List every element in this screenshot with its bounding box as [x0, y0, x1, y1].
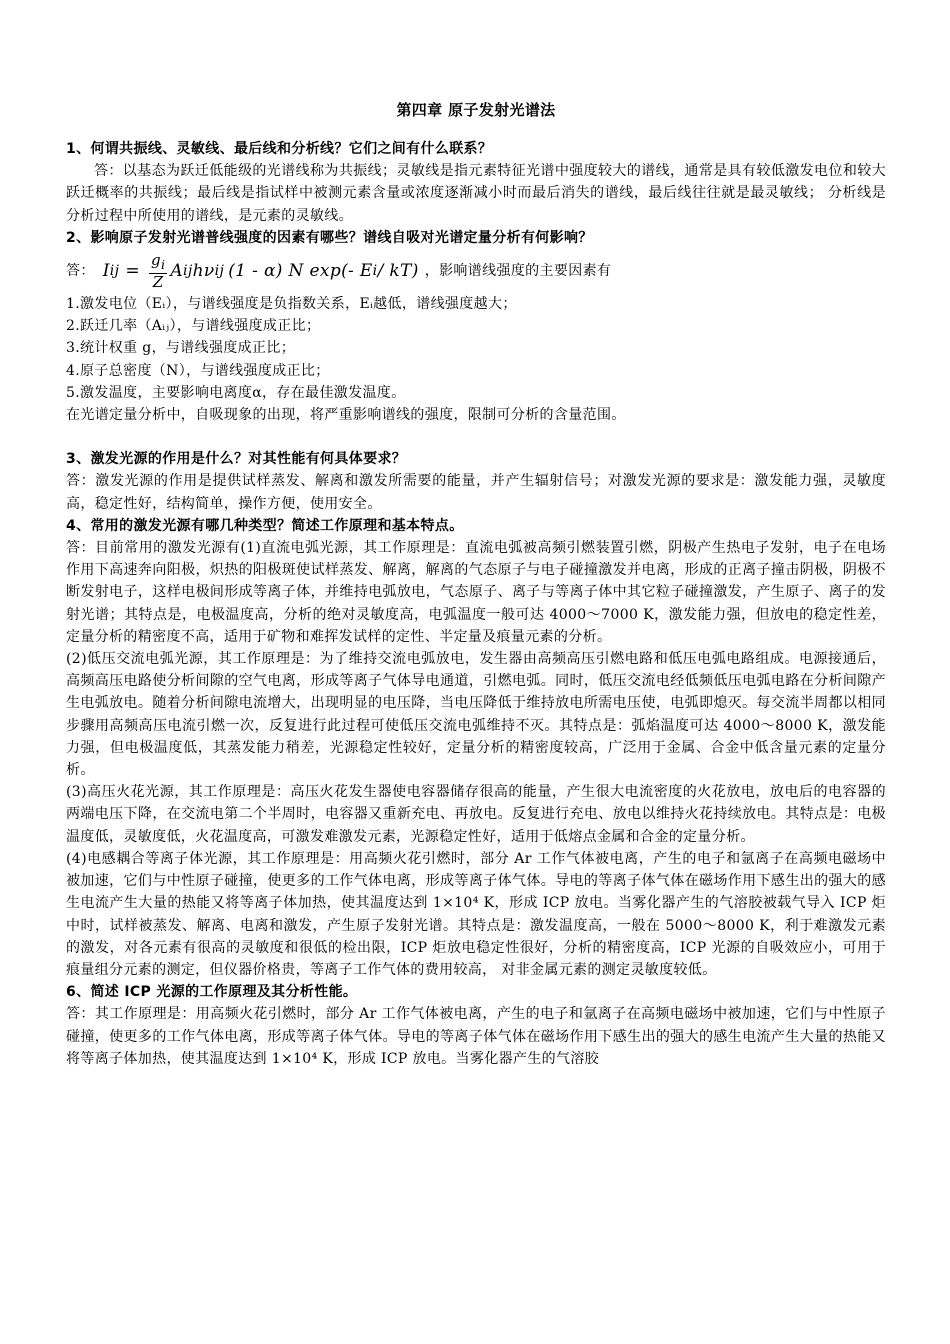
- document-body: [66, 98, 886, 1070]
- formula-fraction: $\frac{g_i}{Z}$: [151, 251, 166, 292]
- blank-line: [66, 426, 886, 448]
- intensity-formula: I ij = $\frac{g_i}{Z}$ A ij hν ij (1 - α) N exp(- E i / kT): [102, 251, 419, 292]
- answer-3: 答：激发光源的作用是提供试样蒸发、解离和激发所需要的能量，并产生辐射信号；对激发光源的要求是：激发能力强，灵敏度高，稳定性好，结构简单，操作方便，使用安全。: [66, 473, 886, 512]
- question-3: 3、激发光源的作用是什么？对其性能有何具体要求？: [66, 451, 407, 468]
- answer-1: 答：以基态为跃迁低能级的光谱线称为共振线；灵敏线是指元素特征光谱中强度较大的谱线，通常是具有较低激发电位和较大跃迁概率的共振线；最后线是指试样中被测元素含量或浓度逐渐减小时而最后消失的谱线，最后线往往就是最灵敏线； 分析线是分析过程中所使用的谱线，是元素的灵敏线。: [66, 163, 886, 224]
- answer-4-para-4: (4)电感耦合等离子体光源，其工作原理是：用高频火花引燃时，部分 Ar 工作气体被电离，产生的电子和氩离子在高频电磁场中被加速，它们与中性原子碰撞，使更多的工作气体电离，形成等离子体气体。导电的等离子体气体在磁场作用下感生出的强大的感生电流产生大量的热能又将等离子体加热，使其温度达到 1×10⁴ K，形成 ICP 放电。当雾化器产生的气溶胶被载气导入 ICP 炬中时，试样被蒸发、解离、电离和激发，产生原子发射光谱。其特点是：激发温度高，一般在 5000～8000 K，利于难激发元素的激发，对各元素有很高的灵敏度和很低的检出限，ICP 炬放电稳定性很好，分析的精密度高，ICP 光源的自吸效应小，可用于痕量组分元素的测定，但仪器价格贵，等离子工作气体的费用较高， 对非金属元素的测定灵敏度较低。: [66, 850, 886, 978]
- answer-4-para-3: (3)高压火花光源，其工作原理是：高压火花发生器使电容器储存很高的能量，产生很大电流密度的火花放电，放电后的电容器的两端电压下降，在交流电第二个半周时，电容器又重新充电、再放电。反复进行充电、放电以维持火花持续放电。其特点是：电极温度低，灵敏度低，火花温度高，可激发难激发元素，光源稳定性好，适用于低熔点金属和合金的定量分析。: [66, 784, 886, 845]
- question-6: 6、简述 ICP 光源的工作原理及其分析性能。: [66, 984, 358, 1001]
- factor-4: 4.原子总密度（N），与谱线强度成正比；: [66, 362, 330, 379]
- factor-5: 5.激发温度，主要影响电离度α，存在最佳激发温度。: [66, 384, 406, 401]
- answer-prefix: 答：: [66, 262, 95, 279]
- question-2: 2、影响原子发射光谱普线强度的因素有哪些？谱线自吸对光谱定量分析有何影响？: [66, 229, 593, 246]
- factor-2: 2.跃迁几率（Aᵢⱼ），与谱线强度成正比；: [66, 318, 321, 335]
- answer-6: 答：其工作原理是：用高频火花引燃时，部分 Ar 工作气体被电离，产生的电子和氩离子在高频电磁场中被加速，它们与中性原子碰撞，使更多的工作气体电离，形成等离子体气体。导电的等离子体气体在磁场作用下感生出的强大的感生电流产生大量的热能又将等离子体加热，使其温度达到 1×10⁴ K，形成 ICP 放电。当雾化器产生的气溶胶: [66, 1006, 886, 1067]
- question-4: 4、常用的激发光源有哪几种类型？简述工作原理和基本特点。: [66, 517, 464, 534]
- factor-3: 3.统计权重 g，与谱线强度成正比；: [66, 340, 296, 357]
- question-1: 1、何谓共振线、灵敏线、最后线和分析线？它们之间有什么联系？: [66, 141, 493, 157]
- conclusion-2: 在光谱定量分析中，自吸现象的出现，将严重影响谱线的强度，限制可分析的含量范围。: [66, 407, 626, 424]
- answer-4-para-2: (2)低压交流电弧光源，其工作原理是：为了维持交流电弧放电，发生器由高频高压引燃电路和低压电弧电路组成。电源接通后，高频高压电路使分析间隙的空气电离，形成等离子气体导电通道，引燃电弧。同时，低压交流电经低频低压电弧电路在分析间隙产生电弧放电。随着分析间隙电流增大，出现明显的电压降，当电压降低于维持放电所需电压使，电弧即熄灭。每交流半周都以相同步骤用高频高压电流引燃一次，反复进行此过程可使低压交流电弧维持不灭。其特点是：弧焰温度可达 4000～8000 K，激发能力强，但电极温度低，其蒸发能力稍差，光源稳定性较好，定量分析的精密度较高，广泛用于金属、合金中低含量元素的定量分析。: [66, 651, 886, 779]
- chapter-title: 第四章 原子发射光谱法: [396, 101, 556, 119]
- formula-line: [66, 251, 886, 291]
- factor-1: 1.激发电位（Eᵢ），与谱线强度是负指数关系，Eᵢ越低，谱线强度越大；: [66, 296, 517, 313]
- answer-suffix: ，影响谱线强度的主要因素有: [424, 262, 612, 279]
- answer-4-para-1: 答：目前常用的激发光源有(1)直流电弧光源，其工作原理是：直流电弧被高频引燃装置引燃，阴极产生热电子发射，电子在电场作用下高速奔向阳极，炽热的阳极斑使试样蒸发、解离，解离的气态原子与电子碰撞激发并电离，形成的正离子撞击阴极，阴极不断发射电子，这样电极间形成等离子体，并维持电弧放电，气态原子、离子与等离子体中其它粒子碰撞激发，产生原子、离子的发射光谱；其特点是，电极温度高，分析的绝对灵敏度高，电弧温度一般可达 4000～7000 K，激发能力强，但放电的稳定性差，定量分析的精密度不高，适用于矿物和难挥发试样的定性、半定量及痕量元素的分析。: [66, 540, 886, 645]
